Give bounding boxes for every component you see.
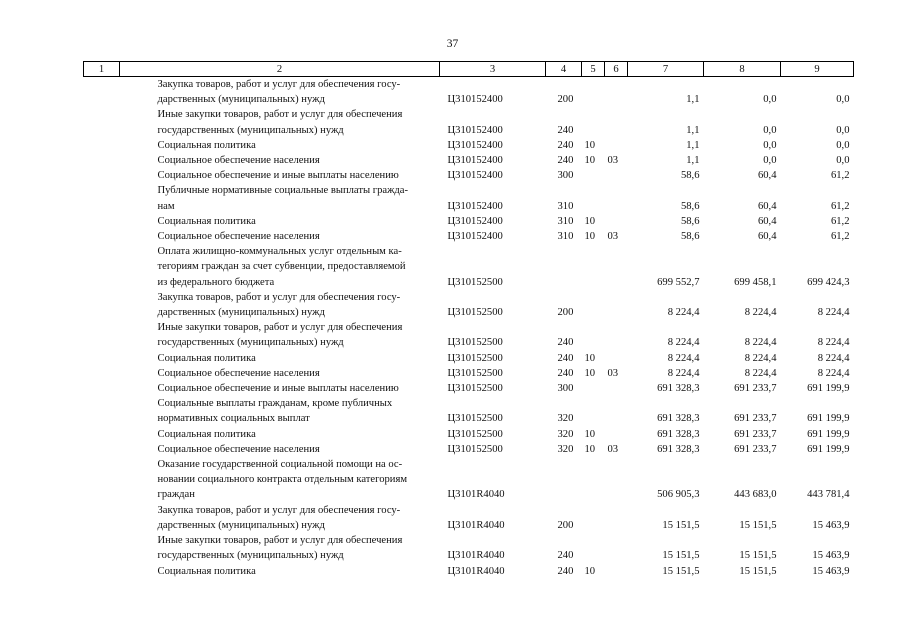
- cell-col-1: [84, 320, 120, 350]
- cell-col-1: [84, 153, 120, 168]
- table-row: [84, 153, 854, 168]
- section-code: [582, 457, 605, 503]
- subsection-code: [605, 351, 628, 366]
- cell-col-1: [84, 427, 120, 442]
- amount-col-8: 15 151,5: [739, 565, 777, 577]
- section-code: [582, 183, 605, 213]
- amount-col-7: 15 151,5: [662, 519, 700, 531]
- budget-table: [83, 61, 854, 579]
- header-col-3: 3: [440, 62, 546, 77]
- expense-type-code: 200: [557, 307, 574, 319]
- amount-col-9: 61,2: [830, 215, 850, 227]
- expense-type-code: 200: [557, 519, 574, 531]
- subsection-code: [605, 107, 628, 137]
- amount-col-9: 8 224,4: [817, 367, 850, 379]
- cell-col-1: [84, 396, 120, 426]
- amount-col-7: 1,1: [686, 94, 700, 106]
- expense-type-code: 240: [557, 550, 574, 562]
- table-row: [84, 442, 854, 457]
- amount-col-9: 61,2: [830, 231, 850, 243]
- amount-col-7: 58,6: [680, 170, 700, 182]
- subsection-code: 03: [607, 231, 619, 243]
- amount-col-7: 1,1: [686, 155, 700, 167]
- amount-col-7: 15 151,5: [662, 565, 700, 577]
- amount-col-8: 60,4: [757, 231, 777, 243]
- description-line: Социальные выплаты гражданам, кроме публичных: [157, 398, 393, 410]
- row-description: [120, 503, 440, 533]
- table-row: [84, 290, 854, 320]
- subsection-code: [605, 427, 628, 442]
- amount-col-8: 8 224,4: [744, 352, 777, 364]
- cell-col-1: [84, 229, 120, 244]
- description-line: Социальное обеспечение населения: [157, 443, 320, 455]
- expense-type-code: 320: [557, 413, 574, 425]
- amount-col-8: 60,4: [757, 215, 777, 227]
- description-line: Оплата жилищно-коммунальных услуг отдельным ка-: [157, 246, 402, 258]
- table-row: [84, 107, 854, 137]
- cell-col-1: [84, 107, 120, 137]
- expense-type-code: 240: [557, 565, 574, 577]
- amount-col-8: 691 233,7: [734, 383, 777, 395]
- row-description: [120, 396, 440, 426]
- target-article-code: Ц310152400: [447, 139, 503, 151]
- description-line: из федерального бюджета: [157, 276, 275, 288]
- header-col-7: 7: [628, 62, 704, 77]
- amount-col-8: 60,4: [757, 170, 777, 182]
- table-row: [84, 168, 854, 183]
- description-line: дарственных (муниципальных) нужд: [157, 307, 325, 319]
- table-body: [84, 77, 854, 579]
- description-line: Публичные нормативные социальные выплаты гражда-: [157, 185, 409, 197]
- subsection-code: 03: [607, 443, 619, 455]
- description-line: Закупка товаров, работ и услуг для обеспечения госу-: [157, 504, 401, 516]
- subsection-code: 03: [607, 155, 619, 167]
- description-line: Социальное обеспечение населения: [157, 367, 320, 379]
- cell-col-1: [84, 457, 120, 503]
- description-line: Иные закупки товаров, работ и услуг для обеспечения: [157, 109, 403, 121]
- row-description: [120, 442, 440, 457]
- cell-col-1: [84, 77, 120, 108]
- subsection-code: [605, 320, 628, 350]
- description-line: дарственных (муниципальных) нужд: [157, 94, 325, 106]
- expense-type-code: 240: [557, 352, 574, 364]
- table-row: [84, 183, 854, 213]
- amount-col-7: 691 328,3: [657, 443, 700, 455]
- target-article-code: Ц310152500: [447, 337, 503, 349]
- row-description: [120, 290, 440, 320]
- target-article-code: Ц310152400: [447, 231, 503, 243]
- section-code: [582, 244, 605, 290]
- cell-col-1: [84, 351, 120, 366]
- expense-type-code: 200: [557, 94, 574, 106]
- amount-col-9: 8 224,4: [817, 337, 850, 349]
- description-line: Иные закупки товаров, работ и услуг для обеспечения: [157, 322, 403, 334]
- description-line: Закупка товаров, работ и услуг для обеспечения госу-: [157, 291, 401, 303]
- table-header: [84, 62, 854, 77]
- table-row: [84, 396, 854, 426]
- description-line: Социальная политика: [157, 428, 256, 440]
- amount-col-8: 0,0: [763, 94, 777, 106]
- cell-col-1: [84, 442, 120, 457]
- cell-col-1: [84, 290, 120, 320]
- subsection-code: [605, 457, 628, 503]
- cell-col-1: [84, 366, 120, 381]
- row-description: [120, 564, 440, 579]
- row-description: [120, 168, 440, 183]
- description-line: государственных (муниципальных) нужд: [157, 550, 344, 562]
- table-row: [84, 381, 854, 396]
- header-col-9: 9: [781, 62, 854, 77]
- row-description: [120, 244, 440, 290]
- amount-col-8: 443 683,0: [734, 489, 777, 501]
- cell-col-1: [84, 183, 120, 213]
- description-line: Социальное обеспечение и иные выплаты населению: [157, 383, 399, 395]
- table-row: [84, 244, 854, 290]
- header-col-1: 1: [84, 62, 120, 77]
- section-code: 10: [584, 231, 596, 243]
- amount-col-9: 691 199,9: [807, 428, 850, 440]
- amount-col-7: 8 224,4: [667, 307, 700, 319]
- section-code: [582, 290, 605, 320]
- target-article-code: Ц310152500: [447, 352, 503, 364]
- row-description: [120, 214, 440, 229]
- amount-col-7: 691 328,3: [657, 428, 700, 440]
- subsection-code: [605, 396, 628, 426]
- amount-col-7: 691 328,3: [657, 383, 700, 395]
- amount-col-8: 691 233,7: [734, 428, 777, 440]
- cell-col-1: [84, 168, 120, 183]
- table-row: [84, 564, 854, 579]
- amount-col-9: 8 224,4: [817, 307, 850, 319]
- table-row: [84, 366, 854, 381]
- section-code: 10: [584, 565, 596, 577]
- target-article-code: Ц310152500: [447, 443, 503, 455]
- amount-col-7: 8 224,4: [667, 352, 700, 364]
- expense-type-code: 320: [557, 428, 574, 440]
- cell-col-1: [84, 503, 120, 533]
- amount-col-7: 699 552,7: [657, 276, 700, 288]
- target-article-code: Ц310152500: [447, 276, 503, 288]
- amount-col-8: 0,0: [763, 155, 777, 167]
- table-row: [84, 351, 854, 366]
- expense-type-code: [546, 457, 582, 503]
- amount-col-7: 58,6: [680, 215, 700, 227]
- amount-col-9: 0,0: [836, 139, 850, 151]
- description-line: Закупка товаров, работ и услуг для обеспечения госу-: [157, 79, 401, 90]
- expense-type-code: 240: [557, 124, 574, 136]
- description-line: Социальное обеспечение и иные выплаты населению: [157, 170, 399, 182]
- amount-col-9: 691 199,9: [807, 413, 850, 425]
- section-code: 10: [584, 155, 596, 167]
- target-article-code: Ц310152500: [447, 413, 503, 425]
- amount-col-8: 15 151,5: [739, 519, 777, 531]
- table-row: [84, 214, 854, 229]
- table-row: [84, 229, 854, 244]
- description-line: Социальная политика: [157, 215, 256, 227]
- target-article-code: Ц310152500: [447, 428, 503, 440]
- section-code: [582, 396, 605, 426]
- amount-col-9: 15 463,9: [812, 550, 850, 562]
- target-article-code: Ц310152400: [447, 170, 503, 182]
- amount-col-8: 15 151,5: [739, 550, 777, 562]
- section-code: [582, 503, 605, 533]
- description-line: государственных (муниципальных) нужд: [157, 124, 344, 136]
- expense-type-code: 240: [557, 155, 574, 167]
- header-col-2: 2: [120, 62, 440, 77]
- amount-col-9: 15 463,9: [812, 519, 850, 531]
- description-line: новании социального контракта отдельным категориям: [157, 474, 408, 486]
- table-row: [84, 427, 854, 442]
- row-description: [120, 77, 440, 108]
- description-line: нормативных социальных выплат: [157, 413, 310, 425]
- table-row: [84, 77, 854, 108]
- section-code: 10: [584, 352, 596, 364]
- amount-col-8: 8 224,4: [744, 337, 777, 349]
- amount-col-8: 699 458,1: [734, 276, 777, 288]
- cell-col-1: [84, 214, 120, 229]
- amount-col-8: 0,0: [763, 139, 777, 151]
- header-row: [84, 62, 854, 77]
- expense-type-code: 300: [557, 383, 574, 395]
- amount-col-7: 1,1: [686, 124, 700, 136]
- row-description: [120, 107, 440, 137]
- amount-col-9: 15 463,9: [812, 565, 850, 577]
- description-line: Иные закупки товаров, работ и услуг для обеспечения: [157, 535, 403, 547]
- subsection-code: [605, 168, 628, 183]
- expense-type-code: 240: [557, 367, 574, 379]
- header-col-6: 6: [605, 62, 628, 77]
- section-code: [582, 533, 605, 563]
- cell-col-1: [84, 244, 120, 290]
- header-col-8: 8: [704, 62, 781, 77]
- subsection-code: [605, 183, 628, 213]
- expense-type-code: 300: [557, 170, 574, 182]
- row-description: [120, 320, 440, 350]
- section-code: [582, 168, 605, 183]
- target-article-code: Ц310152400: [447, 200, 503, 212]
- description-line: Социальная политика: [157, 565, 256, 577]
- subsection-code: [605, 564, 628, 579]
- description-line: нам: [157, 200, 175, 212]
- amount-col-9: 61,2: [830, 200, 850, 212]
- amount-col-9: 8 224,4: [817, 352, 850, 364]
- description-line: Социальное обеспечение населения: [157, 155, 320, 167]
- amount-col-9: 0,0: [836, 155, 850, 167]
- description-line: граждан: [157, 489, 195, 501]
- cell-col-1: [84, 533, 120, 563]
- subsection-code: [605, 533, 628, 563]
- table-row: [84, 138, 854, 153]
- subsection-code: [605, 290, 628, 320]
- description-line: государственных (муниципальных) нужд: [157, 337, 344, 349]
- target-article-code: Ц3101R4040: [447, 519, 505, 531]
- subsection-code: [605, 214, 628, 229]
- description-line: Оказание государственной социальной помощи на ос-: [157, 459, 403, 471]
- row-description: [120, 183, 440, 213]
- amount-col-7: 8 224,4: [667, 367, 700, 379]
- row-description: [120, 427, 440, 442]
- section-code: 10: [584, 428, 596, 440]
- expense-type-code: [546, 244, 582, 290]
- description-line: Социальная политика: [157, 352, 256, 364]
- section-code: [582, 381, 605, 396]
- target-article-code: Ц310152400: [447, 124, 503, 136]
- target-article-code: Ц3101R4040: [447, 550, 505, 562]
- amount-col-7: 15 151,5: [662, 550, 700, 562]
- section-code: [582, 107, 605, 137]
- target-article-code: Ц3101R4040: [447, 565, 505, 577]
- subsection-code: [605, 138, 628, 153]
- target-article-code: Ц310152400: [447, 94, 503, 106]
- section-code: 10: [584, 139, 596, 151]
- amount-col-8: 691 233,7: [734, 443, 777, 455]
- amount-col-8: 691 233,7: [734, 413, 777, 425]
- amount-col-7: 8 224,4: [667, 337, 700, 349]
- section-code: [582, 320, 605, 350]
- target-article-code: Ц310152500: [447, 307, 503, 319]
- description-line: дарственных (муниципальных) нужд: [157, 519, 325, 531]
- section-code: 10: [584, 443, 596, 455]
- amount-col-8: 0,0: [763, 124, 777, 136]
- row-description: [120, 351, 440, 366]
- cell-col-1: [84, 138, 120, 153]
- amount-col-9: 61,2: [830, 170, 850, 182]
- subsection-code: [605, 503, 628, 533]
- description-line: Социальное обеспечение населения: [157, 231, 320, 243]
- row-description: [120, 533, 440, 563]
- amount-col-7: 691 328,3: [657, 413, 700, 425]
- subsection-code: [605, 244, 628, 290]
- table-row: [84, 320, 854, 350]
- table-row: [84, 457, 854, 503]
- expense-type-code: 240: [557, 139, 574, 151]
- amount-col-9: 0,0: [836, 94, 850, 106]
- section-code: 10: [584, 367, 596, 379]
- expense-type-code: 310: [557, 231, 574, 243]
- subsection-code: [605, 381, 628, 396]
- description-line: тегориям граждан за счет субвенции, предоставляемой: [157, 261, 406, 273]
- expense-type-code: 310: [557, 215, 574, 227]
- expense-type-code: 310: [557, 200, 574, 212]
- description-line: Социальная политика: [157, 139, 256, 151]
- amount-col-8: 60,4: [757, 200, 777, 212]
- row-description: [120, 366, 440, 381]
- budget-table-container: [83, 61, 853, 579]
- target-article-code: Ц310152400: [447, 215, 503, 227]
- amount-col-9: 443 781,4: [807, 489, 850, 501]
- row-description: [120, 381, 440, 396]
- section-code: 10: [584, 215, 596, 227]
- row-description: [120, 138, 440, 153]
- target-article-code: Ц310152500: [447, 383, 503, 395]
- amount-col-7: 58,6: [680, 231, 700, 243]
- row-description: [120, 153, 440, 168]
- amount-col-8: 8 224,4: [744, 367, 777, 379]
- amount-col-9: 691 199,9: [807, 383, 850, 395]
- amount-col-7: 1,1: [686, 139, 700, 151]
- subsection-code: 03: [607, 367, 619, 379]
- page-number: 37: [446, 38, 459, 50]
- amount-col-7: 58,6: [680, 200, 700, 212]
- amount-col-9: 691 199,9: [807, 443, 850, 455]
- expense-type-code: 240: [557, 337, 574, 349]
- table-row: [84, 503, 854, 533]
- cell-col-1: [84, 381, 120, 396]
- amount-col-7: 506 905,3: [657, 489, 700, 501]
- amount-col-9: 699 424,3: [807, 276, 850, 288]
- amount-col-8: 8 224,4: [744, 307, 777, 319]
- target-article-code: Ц310152400: [447, 155, 503, 167]
- row-description: [120, 229, 440, 244]
- header-col-5: 5: [582, 62, 605, 77]
- table-row: [84, 533, 854, 563]
- row-description: [120, 457, 440, 503]
- section-code: [582, 77, 605, 108]
- amount-col-9: 0,0: [836, 124, 850, 136]
- subsection-code: [605, 77, 628, 108]
- header-col-4: 4: [546, 62, 582, 77]
- target-article-code: Ц310152500: [447, 367, 503, 379]
- expense-type-code: 320: [557, 443, 574, 455]
- target-article-code: Ц3101R4040: [447, 489, 505, 501]
- cell-col-1: [84, 564, 120, 579]
